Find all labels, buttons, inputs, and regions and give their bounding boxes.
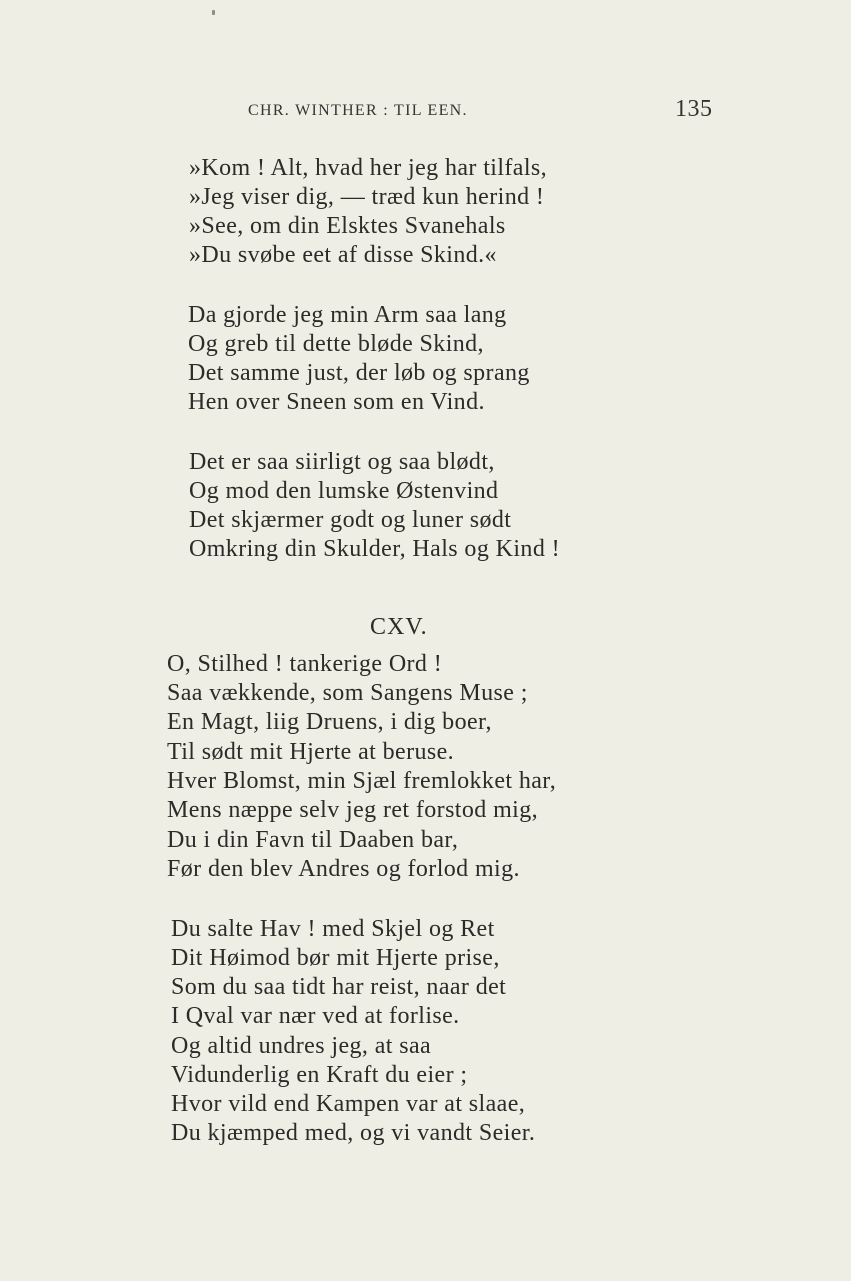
running-head: CHR. WINTHER : TIL EEN. (248, 102, 468, 119)
verse-line: Og mod den lumske Østenvind (189, 478, 499, 504)
verse-line: Da gjorde jeg min Arm saa lang (188, 302, 507, 328)
verse-line: Det er saa siirligt og saa blødt, (189, 449, 495, 475)
verse-line: »Du svøbe eet af disse Skind.« (189, 242, 497, 268)
verse-line: »Jeg viser dig, — træd kun herind ! (189, 184, 545, 210)
verse-line: Saa vækkende, som Sangens Muse ; (167, 680, 528, 706)
verse-line: Og altid undres jeg, at saa (171, 1033, 432, 1059)
verse-line: Du kjæmped med, og vi vandt Seier. (171, 1120, 536, 1146)
verse-line: Hver Blomst, min Sjæl fremlokket har, (167, 768, 557, 794)
verse-line: Før den blev Andres og forlod mig. (167, 856, 520, 882)
verse-line: Mens næppe selv jeg ret forstod mig, (167, 797, 539, 823)
verse-line: I Qval var nær ved at forlise. (171, 1003, 460, 1029)
verse-line: »Kom ! Alt, hvad her jeg har tilfals, (189, 155, 548, 181)
verse-line: Hvor vild end Kampen var at slaae, (171, 1091, 526, 1117)
verse-line: Omkring din Skulder, Hals og Kind ! (189, 536, 561, 562)
print-speck (212, 10, 215, 15)
verse-line: Og greb til dette bløde Skind, (188, 331, 484, 357)
verse-line: Hen over Sneen som en Vind. (188, 389, 485, 415)
verse-line: »See, om din Elsktes Svanehals (189, 213, 506, 239)
verse-line: Du salte Hav ! med Skjel og Ret (171, 916, 495, 942)
verse-line: Vidunderlig en Kraft du eier ; (171, 1062, 468, 1088)
page-number: 135 (675, 96, 713, 122)
verse-line: En Magt, liig Druens, i dig boer, (167, 709, 492, 735)
verse-line: Du i din Favn til Daaben bar, (167, 827, 459, 853)
section-title: CXV. (370, 614, 428, 640)
verse-line: Til sødt mit Hjerte at beruse. (167, 739, 455, 765)
verse-line: Det skjærmer godt og luner sødt (189, 507, 512, 533)
verse-line: Dit Høimod bør mit Hjerte prise, (171, 945, 500, 971)
verse-line: Som du saa tidt har reist, naar det (171, 974, 507, 1000)
verse-line: Det samme just, der løb og sprang (188, 360, 530, 386)
verse-line: O, Stilhed ! tankerige Ord ! (167, 651, 443, 677)
